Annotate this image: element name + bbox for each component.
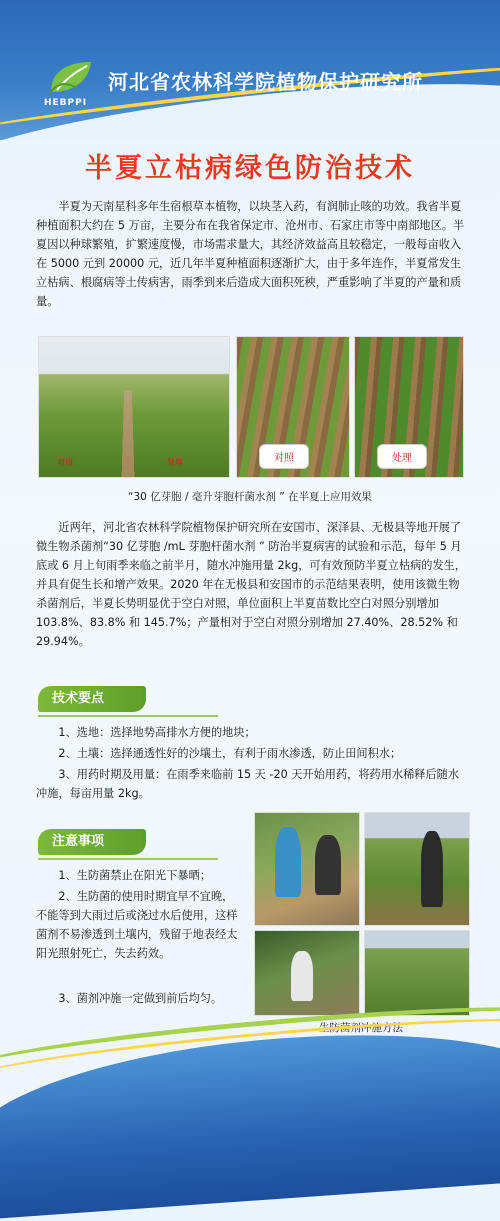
- note-2: 2、生防菌的使用时期宜早不宜晚，不能等到大雨过后或浇过水后使用，这样菌剂不易渗透到土壤内，残留于地表经太阳光照射死亡，失去药效。: [36, 890, 238, 960]
- main-title: 半夏立枯病绿色防治技术: [85, 153, 415, 184]
- worker-figure: [275, 827, 301, 897]
- key-point-3: 3、用药时期及用量：在雨季来临前 15 天 -20 天开始用药，将药用水稀释后随水冲施，每亩用量 2kg。: [36, 768, 460, 800]
- org-title: 河北省农林科学院植物保护研究所: [108, 70, 423, 94]
- application-photo-1: [254, 812, 360, 926]
- key-point-1: 1、选地：选择地势高排水方便的地块；: [58, 726, 256, 739]
- worker-figure: [421, 831, 443, 907]
- leaf-logo-icon: [47, 58, 99, 96]
- treatment-sign: 处理: [377, 444, 427, 469]
- application-photo-3: [254, 930, 360, 1016]
- field-photo-control: [236, 336, 350, 478]
- field-path: [121, 391, 136, 478]
- key-point-2: 2、土壤：选择通透性好的沙壤土，有利于雨水渗透，防止田间积水；: [58, 747, 402, 760]
- application-photo-2: [364, 812, 470, 926]
- control-sign: 对照: [259, 444, 309, 469]
- note-3: 3、菌剂冲施一定做到前后均匀。: [58, 992, 223, 1005]
- application-caption: 生防菌剂冲施方法: [319, 1022, 403, 1034]
- trial-paragraph: 近两年，河北省农林科学院植物保护研究所在安国市、深泽县、无极县等地开展了微生物杀菌剂“30 亿芽胞 /mL 芽胞杆菌水剂 ” 防治半夏病害的试验和示范，每年 5 月底或 6 月上旬雨季来临之前半月，随水冲施用量 2kg，可有效预防半夏立枯病的发生，并具有促生长和增产效果。2020 年在无极县和安国市的示范结果表明，使用该微生物杀菌剂后，半夏长势明显优于空白对照，单位面积上半夏苗数比空白对照分别增加 103.8%、83.8% 和 145.7%；产量相对于空白对照分别增加 27.40%、28.52% 和 29.94%。: [36, 521, 467, 648]
- field-photo-wide: [38, 336, 230, 478]
- water-flow: [291, 951, 313, 1001]
- section-title-notes: 注意事项: [38, 829, 146, 855]
- photo-label-treatment: 处理: [167, 458, 183, 467]
- intro-paragraph: 半夏为天南星科多年生宿根草本植物，以块茎入药，有润肺止咳的功效。我省半夏种植面积大约在 5 万亩，主要分布在我省保定市、沧州市、石家庄市等中南部地区。半夏因以种球繁殖，扩繁速度慢，市场需求量大，其经济效益高且较稳定，一般每亩收入在 5000 元到 20000 元，近几年半夏种植面积逐渐扩大，由于多年连作，半夏常发生立枯病、根腐病等土传病害，雨季到来后造成大面积死秧，严重影响了半夏的产量和质量。: [36, 200, 465, 308]
- field-photos: [38, 336, 462, 478]
- photo-label-control: 对照: [57, 458, 73, 467]
- application-photos: [254, 812, 468, 1014]
- worker-figure: [315, 835, 341, 895]
- field-photo-treatment: [354, 336, 464, 478]
- photo-caption: “30 亿芽胞 / 毫升芽胞杆菌水剂 ” 在半夏上应用效果: [128, 491, 372, 503]
- section-title-key-points: 技术要点: [38, 686, 146, 712]
- logo-text: HEBPPI: [44, 98, 88, 108]
- application-photo-4: [364, 930, 470, 1016]
- note-1: 1、生防菌禁止在阳光下暴晒；: [58, 869, 211, 882]
